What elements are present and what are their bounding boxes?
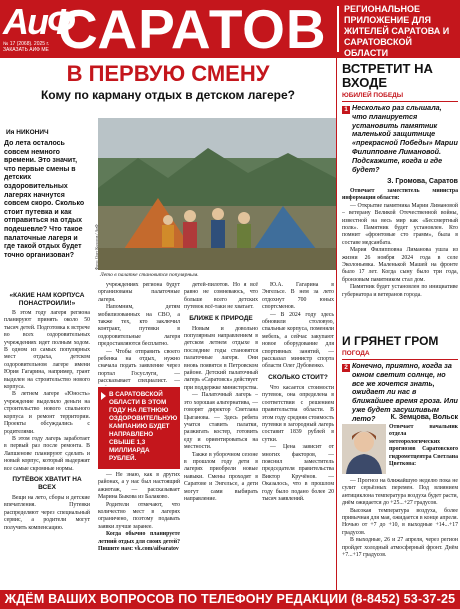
photo-caption: Лето в палатке становится популярным. <box>100 272 199 278</box>
paragraph: Также в уборочном сезоне в прошлом году дети в лагерях приобрели новые навыки. Смены проходят в Саратове и Энгельсе, а дети могут сами выбирать направление. <box>184 451 258 502</box>
sidebar-rule <box>342 101 458 102</box>
question-number-2: 2 <box>342 364 350 372</box>
paragraph: Новым и довольно популярным направлением в детском летнем отдыхе в последние годы становятся палаточные лагеря. Они вновь появятся в Петровском районе. Детский палаточный лагерь «Саратовск» действует при поддержке министерства. <box>184 325 258 391</box>
column-1-text <box>4 310 90 572</box>
sidebar-heading: ВСТРЕТИТ НА ВХОДЕ <box>342 61 433 90</box>
issue-number <box>3 41 53 53</box>
aif-logo: АиФ <box>3 1 74 42</box>
question-author: З. Громова, Саратов <box>387 178 458 185</box>
paragraph: — Открытие памятника Марии Лимановой – ветерану Великой Отечественной войны, известной на весь мир как «Бессмертный полк». Памятник будет установлен. Кто помнит «фронтовые сто грамм», была в составе медсанбата. <box>342 202 458 246</box>
photo-illustration <box>98 118 336 270</box>
issue-text: № 17 (2068). 2025 г. <box>3 41 50 47</box>
paragraph: Родители отмечают, что количество мест в лагерях ограничено, поэтому подавать заявки лучше заранее. <box>98 501 180 530</box>
subheading-cost: СКОЛЬКО СТОИТ? <box>268 373 328 381</box>
paragraph: — Прогноз на ближайшую неделю пока не сулит серьёзных перемен. Под влиянием антициклона температура воздуха будет расти, днём ожидается до +25...+27 градусов. <box>342 478 458 507</box>
article-lead: До лета осталось совсем немного времени. Это значит, что первые смены в детских оздоровительных лагерях начнутся совсем скоро. Сколько стоит путевка и как отправиться на отдых подешевле? Что такое палаточные лагеря и где такой отдых будет точно организован? <box>4 140 85 259</box>
reader-question: Несколько раз слышала, что планируется установить памятник маленькой защитнице «прекрасной Победы» Марии Филипповне Лимановой. Подскажите, когда и где будет? <box>352 103 458 174</box>
sidebar-rule-2 <box>342 359 458 360</box>
paragraph: В выходные, 26 и 27 апреля, через регион пройдет холодный атмосферный фронт. Днём +7...+17 градусов. <box>342 537 458 559</box>
column-2-text <box>98 282 180 386</box>
paragraph: Ю.А. Гагарина в Энгельсе. В нем за лето отдохнут 700 юных спортсменов. <box>262 282 334 311</box>
column-3-text <box>184 282 258 588</box>
paragraph: В этом году лагерь заработает в первый раз после ремонта. В Лапшенове планируют сделать и новый корпус, который выдержит все самые скромные нормы. <box>4 435 90 472</box>
column-4-text <box>262 282 334 588</box>
paragraph: — Чтобы отправить своего ребенка на отдых, нужно сначала подать заявление через портал Госуслуги, — рассказывает специалист. — <box>98 348 180 385</box>
question-number: 1 <box>342 106 350 114</box>
article-headline: В ПЕРВУЮ СМЕНУ <box>66 61 270 86</box>
paragraph: — Палаточный лагерь – это хорошая альтернатива, — говорит директор Светлана Цыганова. — Здесь ребята учатся ставить палатки, разжигать костер, готовить еду и ориентироваться на местности. <box>184 392 258 451</box>
sidebar-answer-2 <box>342 478 458 588</box>
sidebar-answer <box>342 188 458 330</box>
answer-intro: Отвечает заместитель министра информации области: <box>342 188 458 202</box>
paragraph: Напомним, детям мобилизованных на СВО, а также тех, кто заключил контракт, путевки в оздоровительные лагеря предоставляются бесплатно. <box>98 304 180 348</box>
sidebar-heading-2: И ГРЯНЕТ ГРОМ <box>342 334 439 348</box>
paragraph: Памятник будет установлен по инициативе губернатора и ветеранов города. <box>342 284 458 298</box>
column-2-text-bottom <box>98 472 180 588</box>
newspaper-title: САРАТОВ <box>58 0 327 60</box>
paragraph: Высокая температура воздуха, более привычная для мая, ожидается в конце апреля. Ночью от +7 до +10, в выходные +14...+17 градусов. <box>342 507 458 536</box>
paragraph: детей-пилотов. Но я всё равно не сомневаюсь, что больше всего детских путевок всё-таки не хватает. <box>184 282 258 311</box>
expert-portrait <box>342 424 386 474</box>
expert-intro <box>389 424 458 476</box>
paragraph: В летнем лагере «Юность» учреждение выделило деньги на строительство нового спального корпуса и ремонт территории. Проекты обсуждались с родителями. <box>4 391 90 435</box>
subheading-vouchers: ПУТЁВОК ХВАТИТ НА ВСЕХ <box>12 475 82 491</box>
region-description: РЕГИОНАЛЬНОЕ ПРИЛОЖЕНИЕ ДЛЯ ЖИТЕЛЕЙ САРАТОВА И САРАТОВСКОЙ ОБЛАСТИ <box>344 4 450 58</box>
paragraph: В этом году лагеря региона планируют принять около 50 тысяч детей. Подготовка к встрече во всех оздоровительных учреждениях идет полным ходом. В одном из самых популярных мест отдыха, детском оздоровительном лагере имени Юрия Гагарина, например, грант выделен на строительство нового корпуса. <box>4 310 90 391</box>
issue-note: ЗАКАЗАТЬ АИФ МЕ <box>3 47 49 53</box>
subheading-nature: БЛИЖЕ К ПРИРОДЕ <box>189 314 253 322</box>
question-author-2: К. Земцова, Вольск <box>390 414 458 421</box>
portrait-illustration <box>342 424 386 474</box>
paragraph: — Не знаю, как в других районах, а у нас был настоящий ажиотаж, — рассказывает Марина Быкова из Балаково. <box>98 472 180 501</box>
sidebar-label-2: ПОГОДА <box>342 350 370 357</box>
article-subheadline: Кому по карману отдых в детском лагере? <box>40 88 296 102</box>
subheading-corpus: «КАКИЕ НАМ КОРПУСА ПОНАСТРОИЛИ!» <box>9 292 85 307</box>
masthead-divider <box>337 6 339 52</box>
answer-intro-2: Отвечает начальник отдела метеорологических прогнозов Саратовского гидрометцентра Светлана Цветкова: <box>389 424 458 468</box>
paragraph: учреждениях региона будут организованы палаточные лагеря. <box>98 282 180 303</box>
paragraph: Мария Филипповна Лиманова ушла из жизни 26 ноября 2024 года в селе Эколоньевка. Маленькой Машей на фронте было 17 лет. Когда сыну было три года, бронзовым памятником стал дом. <box>342 247 458 283</box>
column-divider <box>336 58 337 590</box>
paragraph: — В 2024 году здесь обновили столовую, спальные корпуса, поменяли мебель, а сейчас закупают новое оборудование для спортивных занятий, — рассказал министр спорта области Олег Дубовенко. <box>262 311 334 370</box>
paragraph: — Цена зависит от многих факторов, — пояснил заместитель председателя правительства Виктор Кручёнов. — Оказалось, что в прошлом году было подано более 20 тысяч заявлений. <box>262 444 334 502</box>
article-author: Ия НИКОНИЧ <box>6 129 49 136</box>
paragraph: Вещи на лето, сборы и детские впечатления. Путевки распределяют через специальный сервис, а родители могут получить компенсацию. <box>4 494 90 531</box>
photo-credit: Фото: Олег Колосов / АиФ <box>94 224 99 270</box>
footer-phone-banner: ЖДЁМ ВАШИХ ВОПРОСОВ ПО ТЕЛЕФОНУ РЕДАКЦИИ (8-8452) 53-37-25 <box>0 590 460 609</box>
highlight-text: В САРАТОВСКОЙ ОБЛАСТИ В ЭТОМ ГОДУ НА ЛЕТНЮЮ ОЗДОРОВИТЕЛЬНУЮ КАМПАНИЮ БУДЕТ НАПРАВЛЕНО СВЫШЕ 1,3 МИЛЛИАРДА РУБЛЕЙ. <box>109 391 178 462</box>
article-photo <box>98 118 336 270</box>
reader-question-2: Конечно, приятно, когда за окном светит солнце, но все же хочется знать, ожидает ли нас в ближайшее время гроза. Или уже будет засушливым лето? <box>352 361 458 423</box>
highlight-box <box>98 387 180 469</box>
triangle-icon <box>101 392 106 400</box>
paragraph: Что касается стоимости путевок, она определена в соответствии с решением правительства области. В этом году средняя стоимость путевки в загородный лагерь составит 1839 рублей в сутки. <box>262 384 334 443</box>
sidebar-label: ЮБИЛЕЙ ПОБЕДЫ <box>342 92 404 99</box>
promo-text: Когда обычно планируете летний отдых для своих детей? Пишите нам: vk.com/aifsaratov <box>98 531 180 553</box>
